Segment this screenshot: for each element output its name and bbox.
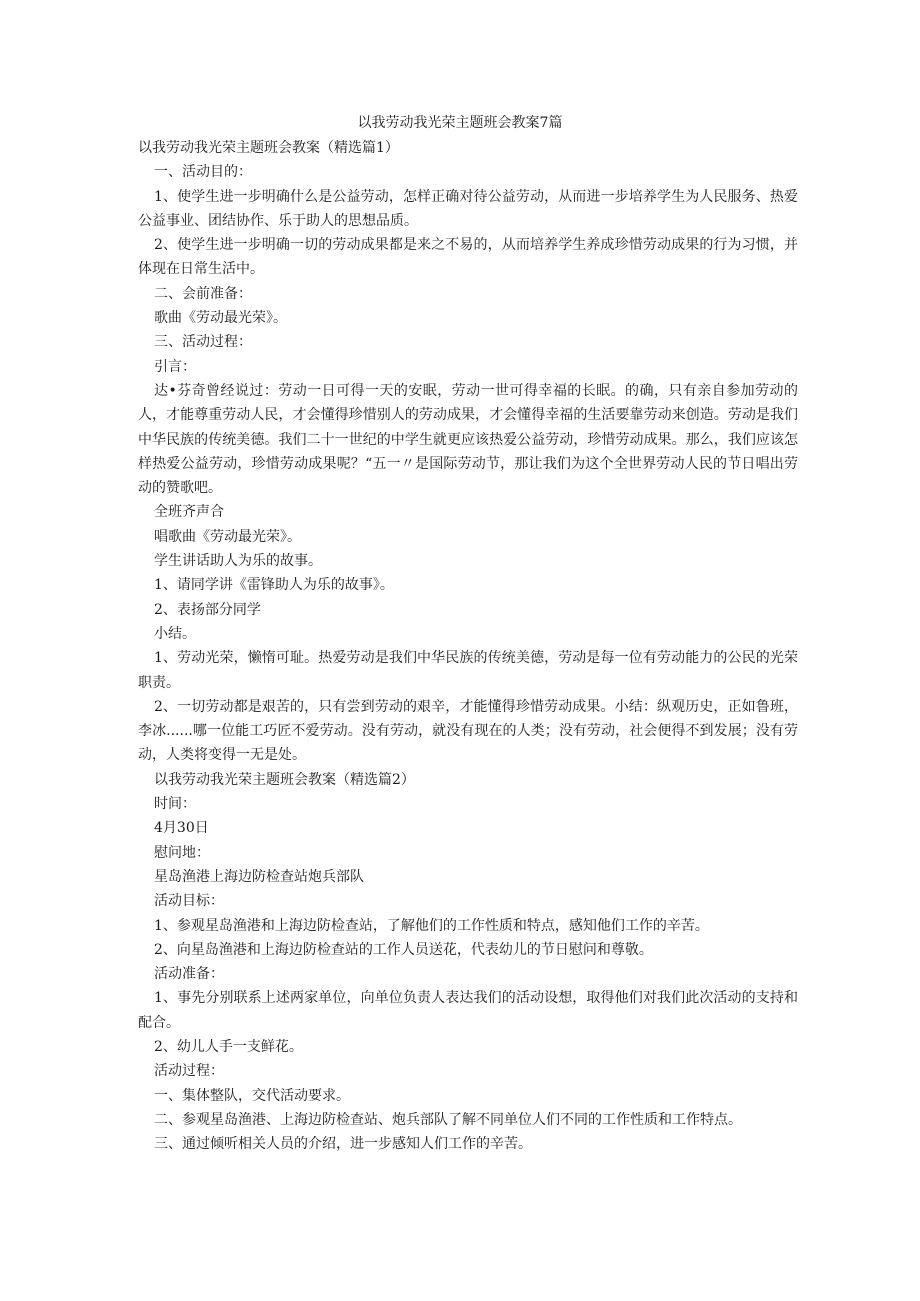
paragraph: 慰问地： xyxy=(154,844,210,861)
paragraph: 二、参观星岛渔港、上海边防检查站、炮兵部队了解不同单位人们不同的工作性质和工作特点。 xyxy=(154,1111,742,1128)
paragraph: 一、活动目的： xyxy=(154,164,252,181)
paragraph: 星岛渔港上海边防检查站炮兵部队 xyxy=(154,868,364,885)
paragraph: 1、请同学讲《雷锋助人为乐的故事》。 xyxy=(154,577,394,594)
paragraph: 小结。 xyxy=(154,625,196,642)
paragraph: 1、事先分别联系上述两家单位，向单位负责人表达我们的活动设想，取得他们对我们此次活动的支持和配合。 xyxy=(138,990,798,1031)
paragraph: 学生讲话助人为乐的故事。 xyxy=(154,553,322,570)
paragraph: 2、向星岛渔港和上海边防检查站的工作人员送花，代表幼儿的节日慰问和尊敬。 xyxy=(154,941,653,958)
paragraph: 1、劳动光荣，懒惰可耻。热爱劳动是我们中华民族的传统美德，劳动是每一位有劳动能力的公民的光荣职责。 xyxy=(138,650,798,691)
paragraph: 活动准备： xyxy=(154,966,224,983)
paragraph: 引言： xyxy=(154,358,196,375)
paragraph: 活动过程： xyxy=(154,1063,224,1080)
paragraph: 三、通过倾听相关人员的介绍，进一步感知人们工作的辛苦。 xyxy=(154,1136,532,1153)
paragraph: 1、参观星岛渔港和上海边防检查站，了解他们的工作性质和特点，感知他们工作的辛苦。 xyxy=(154,917,709,934)
paragraph: 以我劳动我光荣主题班会教案（精选篇2） xyxy=(154,771,415,788)
paragraph: 4月30日 xyxy=(154,820,209,837)
paragraph: 三、活动过程： xyxy=(154,334,252,351)
paragraph: 全班齐声合 xyxy=(154,504,224,521)
paragraph: 2、一切劳动都是艰苦的，只有尝到劳动的艰辛，才能懂得珍惜劳动成果。小结：纵观历史，正如鲁班，李冰......哪一位能工巧匠不爱劳动。没有劳动，就没有现在的人类；没有劳动，社会便得不到发展；没有劳动，人类将变得一无是处。 xyxy=(138,698,798,764)
document-title: 以我劳动我光荣主题班会教案7篇 xyxy=(357,115,563,131)
paragraph: 2、表扬部分同学 xyxy=(154,601,261,618)
paragraph: 一、集体整队，交代活动要求。 xyxy=(154,1087,350,1104)
paragraph: 歌曲《劳动最光荣》。 xyxy=(154,310,287,327)
paragraph: 2、使学生进一步明确一切的劳动成果都是来之不易的，从而培养学生养成珍惜劳动成果的行为习惯，并体现在日常生活中。 xyxy=(138,237,798,278)
paragraph: 二、会前准备： xyxy=(154,285,252,302)
paragraph: 达•芬奇曾经说过：劳动一日可得一天的安眠，劳动一世可得幸福的长眠。的确，只有亲自参加劳动的人，才能尊重劳动人民，才会懂得珍惜别人的劳动成果，才会懂得幸福的生活要靠劳动来创造。劳动是我们中华民族的传统美德。我们二十一世纪的中学生就更应该热爱公益劳动，珍惜劳动成果。那么，我们应该怎样热爱公益劳动，珍惜劳动成果呢？“五一〃是国际劳动节，那让我们为这个全世界劳动人民的节日唱出劳动的赞歌吧。 xyxy=(138,382,798,497)
paragraph: 1、使学生进一步明确什么是公益劳动，怎样正确对待公益劳动，从而进一步培养学生为人民服务、热爱公益事业、团结协作、乐于助人的思想品质。 xyxy=(138,188,798,229)
paragraph: 以我劳动我光荣主题班会教案（精选篇1） xyxy=(138,140,399,156)
paragraph: 唱歌曲《劳动最光荣》。 xyxy=(154,528,301,545)
paragraph: 时间： xyxy=(154,796,196,813)
paragraph: 2、幼儿人手一支鲜花。 xyxy=(154,1038,303,1055)
paragraph: 活动目标： xyxy=(154,893,224,910)
document-body xyxy=(138,136,798,1156)
